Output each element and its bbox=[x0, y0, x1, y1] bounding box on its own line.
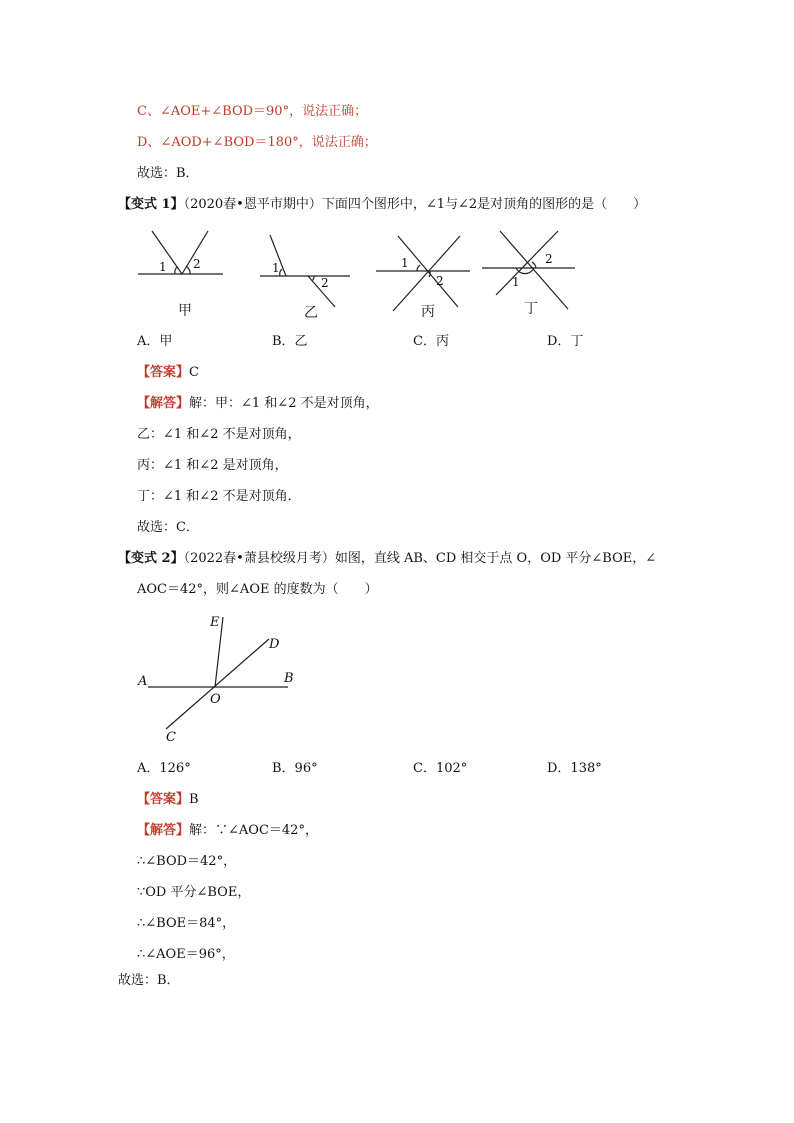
variant2-option-d: D．138° bbox=[547, 761, 602, 776]
variant2-tag: 【变式 2】 bbox=[118, 551, 184, 566]
variant1-solution-text-1: 解：甲：∠1 和∠2 不是对顶角， bbox=[189, 396, 379, 411]
fig-bing-arc1 bbox=[417, 265, 420, 271]
variant2-answer-tag: 【答案】 bbox=[137, 792, 190, 807]
variant2-solution-tag: 【解答】 bbox=[137, 823, 190, 838]
point-d-label: D bbox=[269, 637, 280, 652]
variant1-question-text: （2020春•恩平市期中）下面四个图形中，∠1与∠2是对顶角的图形的是（ ） bbox=[183, 197, 647, 212]
fig-ding-label2: 2 bbox=[545, 252, 553, 266]
point-c-label: C bbox=[166, 730, 176, 745]
variant2-question-line2: AOC＝42°，则∠AOE 的度数为（ ） bbox=[137, 582, 378, 597]
fig-caption-yi: 乙 bbox=[304, 305, 318, 321]
point-a-label: A bbox=[138, 674, 148, 689]
variant1-solution-tag: 【解答】 bbox=[137, 396, 190, 411]
variant1-solution-4: 丁：∠1 和∠2 不是对顶角． bbox=[137, 489, 301, 504]
fig-ding-arc2 bbox=[532, 262, 536, 268]
variant2-option-a: A．126° bbox=[137, 761, 191, 776]
fig-caption-bing: 丙 bbox=[421, 304, 435, 320]
variant1-solution-5: 故选：C． bbox=[137, 520, 199, 535]
variant1-question bbox=[118, 196, 646, 214]
fig-yi-arc2 bbox=[312, 276, 314, 281]
variant2-question-line1 bbox=[118, 550, 656, 568]
variant2-solution-3: ∵OD 平分∠BOE， bbox=[137, 885, 251, 900]
variant2-option-b: B．96° bbox=[272, 761, 318, 776]
variant2-solution-5: ∴∠AOE＝96°， bbox=[137, 947, 235, 962]
variant2-solution-text-1: 解：∵∠AOC＝42°， bbox=[189, 823, 318, 838]
fig-bing-arc2 bbox=[429, 271, 430, 277]
variant1-option-d: D．丁 bbox=[547, 334, 584, 349]
variant1-tag: 【变式 1】 bbox=[118, 197, 184, 212]
fig-bing-label2: 2 bbox=[436, 274, 444, 288]
variant1-answer-value: C bbox=[189, 365, 199, 380]
variant1-answer-tag: 【答案】 bbox=[137, 365, 190, 380]
solution-line-c: C、∠AOE+∠BOD＝90°，说法正确； bbox=[137, 104, 368, 119]
fig-jia-arc1 bbox=[175, 267, 177, 274]
variant1-option-c: C．丙 bbox=[413, 334, 449, 349]
fig-caption-jia: 甲 bbox=[178, 303, 192, 319]
fig-caption-ding: 丁 bbox=[524, 301, 538, 317]
fig-yi-arc1 bbox=[280, 269, 282, 276]
variant1-option-b: B．乙 bbox=[272, 334, 308, 349]
variant2-figure bbox=[130, 608, 310, 748]
fig-ding-arc1 bbox=[516, 268, 534, 274]
variant1-answer bbox=[137, 364, 199, 382]
line-cd bbox=[166, 639, 269, 729]
variant1-solution-1 bbox=[137, 395, 379, 413]
fig-ding-label1: 1 bbox=[512, 275, 520, 289]
variant2-solution-4: ∴∠BOE＝84°， bbox=[137, 916, 236, 931]
point-e-label: E bbox=[210, 615, 220, 630]
variant1-option-a: A．甲 bbox=[137, 334, 173, 349]
point-b-label: B bbox=[284, 671, 294, 686]
fig-bing-ray2 bbox=[393, 236, 460, 311]
solution-line-d: D、∠AOD+∠BOD＝180°，说法正确； bbox=[137, 135, 377, 150]
variant1-solution-2: 乙：∠1 和∠2 不是对顶角， bbox=[137, 427, 301, 442]
fig-bing-label1: 1 bbox=[401, 256, 409, 270]
variant2-solution-6: 故选：B． bbox=[118, 973, 180, 988]
variant2-solution-1 bbox=[137, 822, 318, 840]
fig-jia-arc2 bbox=[187, 267, 190, 274]
fig-yi-label2: 2 bbox=[321, 276, 329, 290]
variant1-solution-3: 丙：∠1 和∠2 是对顶角， bbox=[137, 458, 288, 473]
solution-choice bbox=[137, 165, 199, 183]
fig-jia-label2: 2 bbox=[193, 257, 201, 271]
fig-jia-ray1 bbox=[152, 231, 182, 274]
point-o-label: O bbox=[210, 692, 221, 707]
choice-text: 故选：B． bbox=[137, 166, 199, 181]
variant2-solution-2: ∴∠BOD＝42°， bbox=[137, 854, 237, 869]
variant2-answer bbox=[137, 791, 199, 809]
variant2-option-c: C．102° bbox=[413, 761, 468, 776]
fig-jia-label1: 1 bbox=[159, 260, 167, 274]
fig-yi-label1: 1 bbox=[272, 261, 280, 275]
variant2-question-text-1: （2022春•萧县校级月考）如图，直线 AB、CD 相交于点 O，OD 平分∠BOE，∠ bbox=[183, 551, 657, 566]
variant2-answer-value: B bbox=[189, 792, 199, 807]
